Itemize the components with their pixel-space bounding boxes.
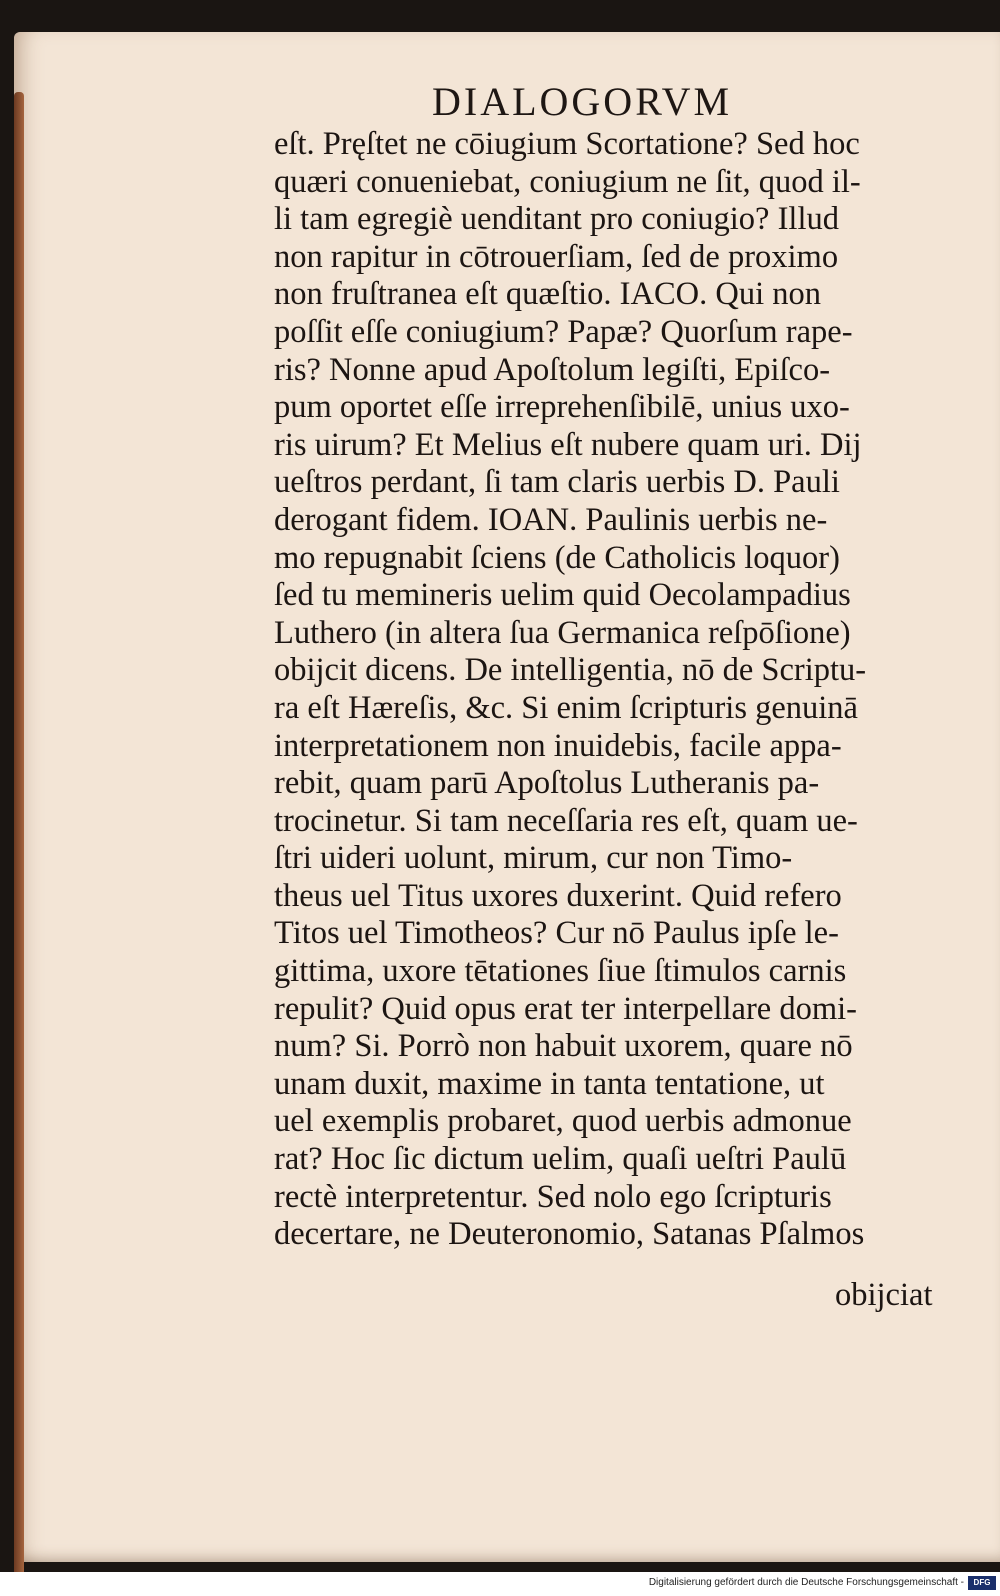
- text-line: mo repugnabit ſciens (de Catholicis loquor): [274, 539, 840, 576]
- text-line: ueſtros perdant, ſi tam claris uerbis D. Pauli: [274, 464, 840, 501]
- running-head: DIALOGORVM: [432, 79, 733, 124]
- text-line: ra eſt Hæreſis, &c. Si enim ſcripturis genuinā: [274, 689, 858, 726]
- text-line: eſt. Pręſtet ne cōiugium Scortatione? Sed hoc: [274, 126, 860, 162]
- text-line: rectè interpretentur. Sed nolo ego ſcripturis: [274, 1178, 832, 1215]
- text-line: uel exemplis probaret, quod uerbis admonue: [274, 1103, 852, 1140]
- dfg-logo: DFG: [968, 1576, 996, 1590]
- text-line: ſed tu memineris uelim quid Oecolampadius: [274, 577, 851, 614]
- text-line: trocinetur. Si tam neceſſaria res eſt, quam ue-: [274, 802, 858, 839]
- page-edge: [14, 92, 24, 1592]
- text-line: poſſit eſſe coniugium? Papæ? Quorſum rape-: [274, 313, 853, 350]
- text-line: non rapitur in cōtrouerſiam, ſed de proximo: [274, 238, 839, 275]
- text-line: rat? Hoc ſic dictum uelim, quaſi ueſtri Paulū: [274, 1141, 847, 1178]
- text-line: interpretationem non inuidebis, facile appa-: [274, 727, 842, 764]
- funding-credit: Digitalisierung gefördert durch die Deutsche Forschungsgemeinschaft -: [648, 1577, 964, 1588]
- text-line: rebit, quam parū Apoſtolus Lutheranis pa-: [274, 765, 820, 802]
- text-line: obijcit dicens. De intelligentia, nō de Scriptu-: [274, 652, 867, 689]
- text-line: Luthero (in altera ſua Germanica reſpōſione): [274, 614, 851, 651]
- text-line: li tam egregiè uenditant pro coniugio? Illud: [274, 201, 839, 238]
- catchword: obijciat: [835, 1277, 933, 1313]
- text-line: pum oportet eſſe irreprehenſibilē, unius uxo-: [274, 389, 850, 426]
- body-text: [274, 126, 964, 1254]
- text-line: quæri conueniebat, coniugium ne ſit, quod il-: [274, 163, 861, 200]
- text-line: num? Si. Porrò non habuit uxorem, quare nō: [274, 1028, 853, 1065]
- text-line: ris uirum? Et Melius eſt nubere quam uri. Dij: [274, 426, 862, 463]
- text-line: ris? Nonne apud Apoſtolum legiſti, Epiſco-: [274, 351, 831, 388]
- text-line: Titos uel Timotheos? Cur nō Paulus ipſe le-: [274, 915, 839, 952]
- text-line: ſtri uideri uolunt, mirum, cur non Timo-: [274, 840, 793, 877]
- footer-bar: [0, 1572, 1000, 1596]
- text-line: derogant fidem. IOAN. Paulinis uerbis ne-: [274, 501, 828, 538]
- text-line: decertare, ne Deuteronomio, Satanas Pſalmos: [274, 1216, 865, 1253]
- text-line: gittima, uxore tētationes ſiue ſtimulos carnis: [274, 953, 847, 990]
- text-line: unam duxit, maxime in tanta tentatione, ut: [274, 1065, 825, 1102]
- text-line: non fruſtranea eſt quæſtio. IACO. Qui non: [274, 276, 821, 313]
- text-line: repulit? Quid opus erat ter interpellare domi-: [274, 990, 857, 1027]
- text-line: theus uel Titus uxores duxerint. Quid refero: [274, 877, 842, 914]
